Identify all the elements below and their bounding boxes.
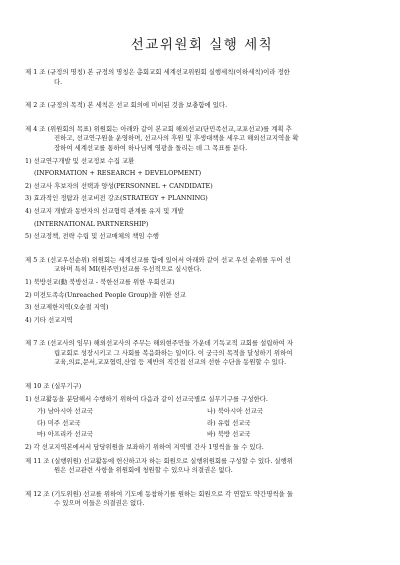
article-12-line-1: 제 12 조 (기도위원) 선교를 위하여 기도에 동참하기를 원하는 회원으로 각 연합도 약간명씩을 둘 <box>25 489 293 498</box>
article-10 <box>25 382 379 453</box>
article-5-list <box>25 278 379 325</box>
article-1-line-1: 제 1 조 (규정의 명칭) 본 규정의 명칭은 총회교회 세계선교위원회 실행세칙(이하세칙)이라 정한 <box>25 68 290 76</box>
article-4 <box>25 125 379 242</box>
region-item: 바) 북방 선교국 <box>207 430 251 439</box>
article-4-item: 3) 효과적인 정탐과 선교비전 강조(STRATEGY + PLANNING) <box>25 194 208 203</box>
article-7-line-2: 립교회로 성장시키고 그 사회를 복음화하는 일이다. 이 궁극의 목적을 달성하기 위하여 <box>54 348 293 357</box>
region-item: 나) 북아시아 선교국 <box>207 407 263 416</box>
article-11 <box>25 457 379 476</box>
article-12 <box>25 490 379 509</box>
article-7 <box>25 339 379 368</box>
article-4-list <box>25 157 379 242</box>
article-5-line-2: 교하며 특히 MI(원주민)선교를 우선적으로 실시한다. <box>54 265 202 274</box>
article-4-item: 2) 선교사 후보자의 선택과 양성(PERSONNEL + CANDIDATE) <box>25 181 213 190</box>
article-12-line-2: 수 있으며 이들은 의결권은 없다. <box>54 499 145 508</box>
article-5 <box>25 256 379 326</box>
article-4-item: 5) 선교정책, 전략 수립 및 선교매체의 책임 수행 <box>25 232 159 241</box>
region-item: 라) 유럽 선교국 <box>207 418 251 427</box>
article-11-line-2: 원은 선교관련 사항을 위원회에 청원할 수 있으나 의결권은 없다. <box>54 466 233 475</box>
region-grid <box>25 407 379 442</box>
article-5-item: 1) 북방선교(動 북방선교 - 북한선교를 위한 우회선교) <box>25 277 175 286</box>
region-item: 마) 아프리카 선교국 <box>37 430 93 439</box>
region-item: 다) 미주 선교국 <box>37 418 81 427</box>
article-2-line-1: 제 2 조 (규정의 목적) 본 세칙은 선교 회의에 미비된 것을 보충함에 있다. <box>25 101 228 110</box>
article-1-line-2: 다. <box>54 77 63 86</box>
article-4-item: (INTERNATIONAL PARTNERSHIP) <box>34 219 149 228</box>
article-4-item: 4) 선교지 개발과 동반자의 선교협력 관계를 유지 및 개발 <box>25 206 184 215</box>
article-10-heading: 제 10 조 (실무기구) <box>25 382 82 391</box>
article-4-item: (INFORMATION + RESEARCH + DEVELOPMENT) <box>34 169 202 178</box>
article-4-line-3: 장하여 세계선교를 통하여 하나님께 영광을 돌리는 데 그 목표를 둔다. <box>54 143 248 152</box>
article-7-line-1: 제 7 조 (선교사의 임무) 해외선교사의 주무는 해외현주민들 가운데 기독교적 교회를 설립하여 자 <box>25 339 294 348</box>
article-4-item: 1) 선교연구개발 및 선교정보 수집 교환 <box>25 156 135 165</box>
article-5-item: 4) 기타 선교지역 <box>25 315 73 324</box>
article-11-line-1: 제 11 조 (실행위원) 선교활동에 헌신하고자 하는 회원으로 실행위원회를 구성할 수 있다. 실행위 <box>25 456 293 465</box>
article-4-line-2: 진하고, 선교연구원을 운영하며, 선교사의 후원 및 후생대책을 세우고 해외선교지역을 확 <box>54 134 299 143</box>
document-title: 선교위원회 실행 세칙 <box>130 37 274 53</box>
article-5-item: 2) 미전도족속(Unreached People Group)을 위한 선교 <box>25 290 186 299</box>
article-10-note: 2) 각 선교지역본에서서 담당위원을 보좌하기 위하여 지역별 간사 1명씩을 둘 수 있다. <box>25 443 264 452</box>
article-5-line-1: 제 5 조 (선교우선순위) 위원회는 세계선교를 함에 있어서 아래와 같이 선교 우선 순위를 두어 선 <box>25 255 291 264</box>
article-1 <box>25 68 379 87</box>
region-item: 가) 남아시아 선교국 <box>37 407 93 416</box>
article-5-item: 3) 선교제한지역(오순절 지역) <box>25 303 109 312</box>
article-2 <box>25 101 379 111</box>
article-7-line-3: 교육,의료,문서,교포협력,산업 등 제반의 직간접 선교의 선한 수단을 동원할 수 있다. <box>54 358 287 367</box>
article-10-intro: 1) 선교활동을 분담해서 수행하기 위하여 다음과 같이 선교국별로 실무기구를 구성한다. <box>25 394 268 403</box>
article-4-line-1: 제 4 조 (위원회의 목표) 위원회는 아래와 같이 본교회 해외선교(단민족선교,교포선교)를 계획 추 <box>25 124 292 133</box>
